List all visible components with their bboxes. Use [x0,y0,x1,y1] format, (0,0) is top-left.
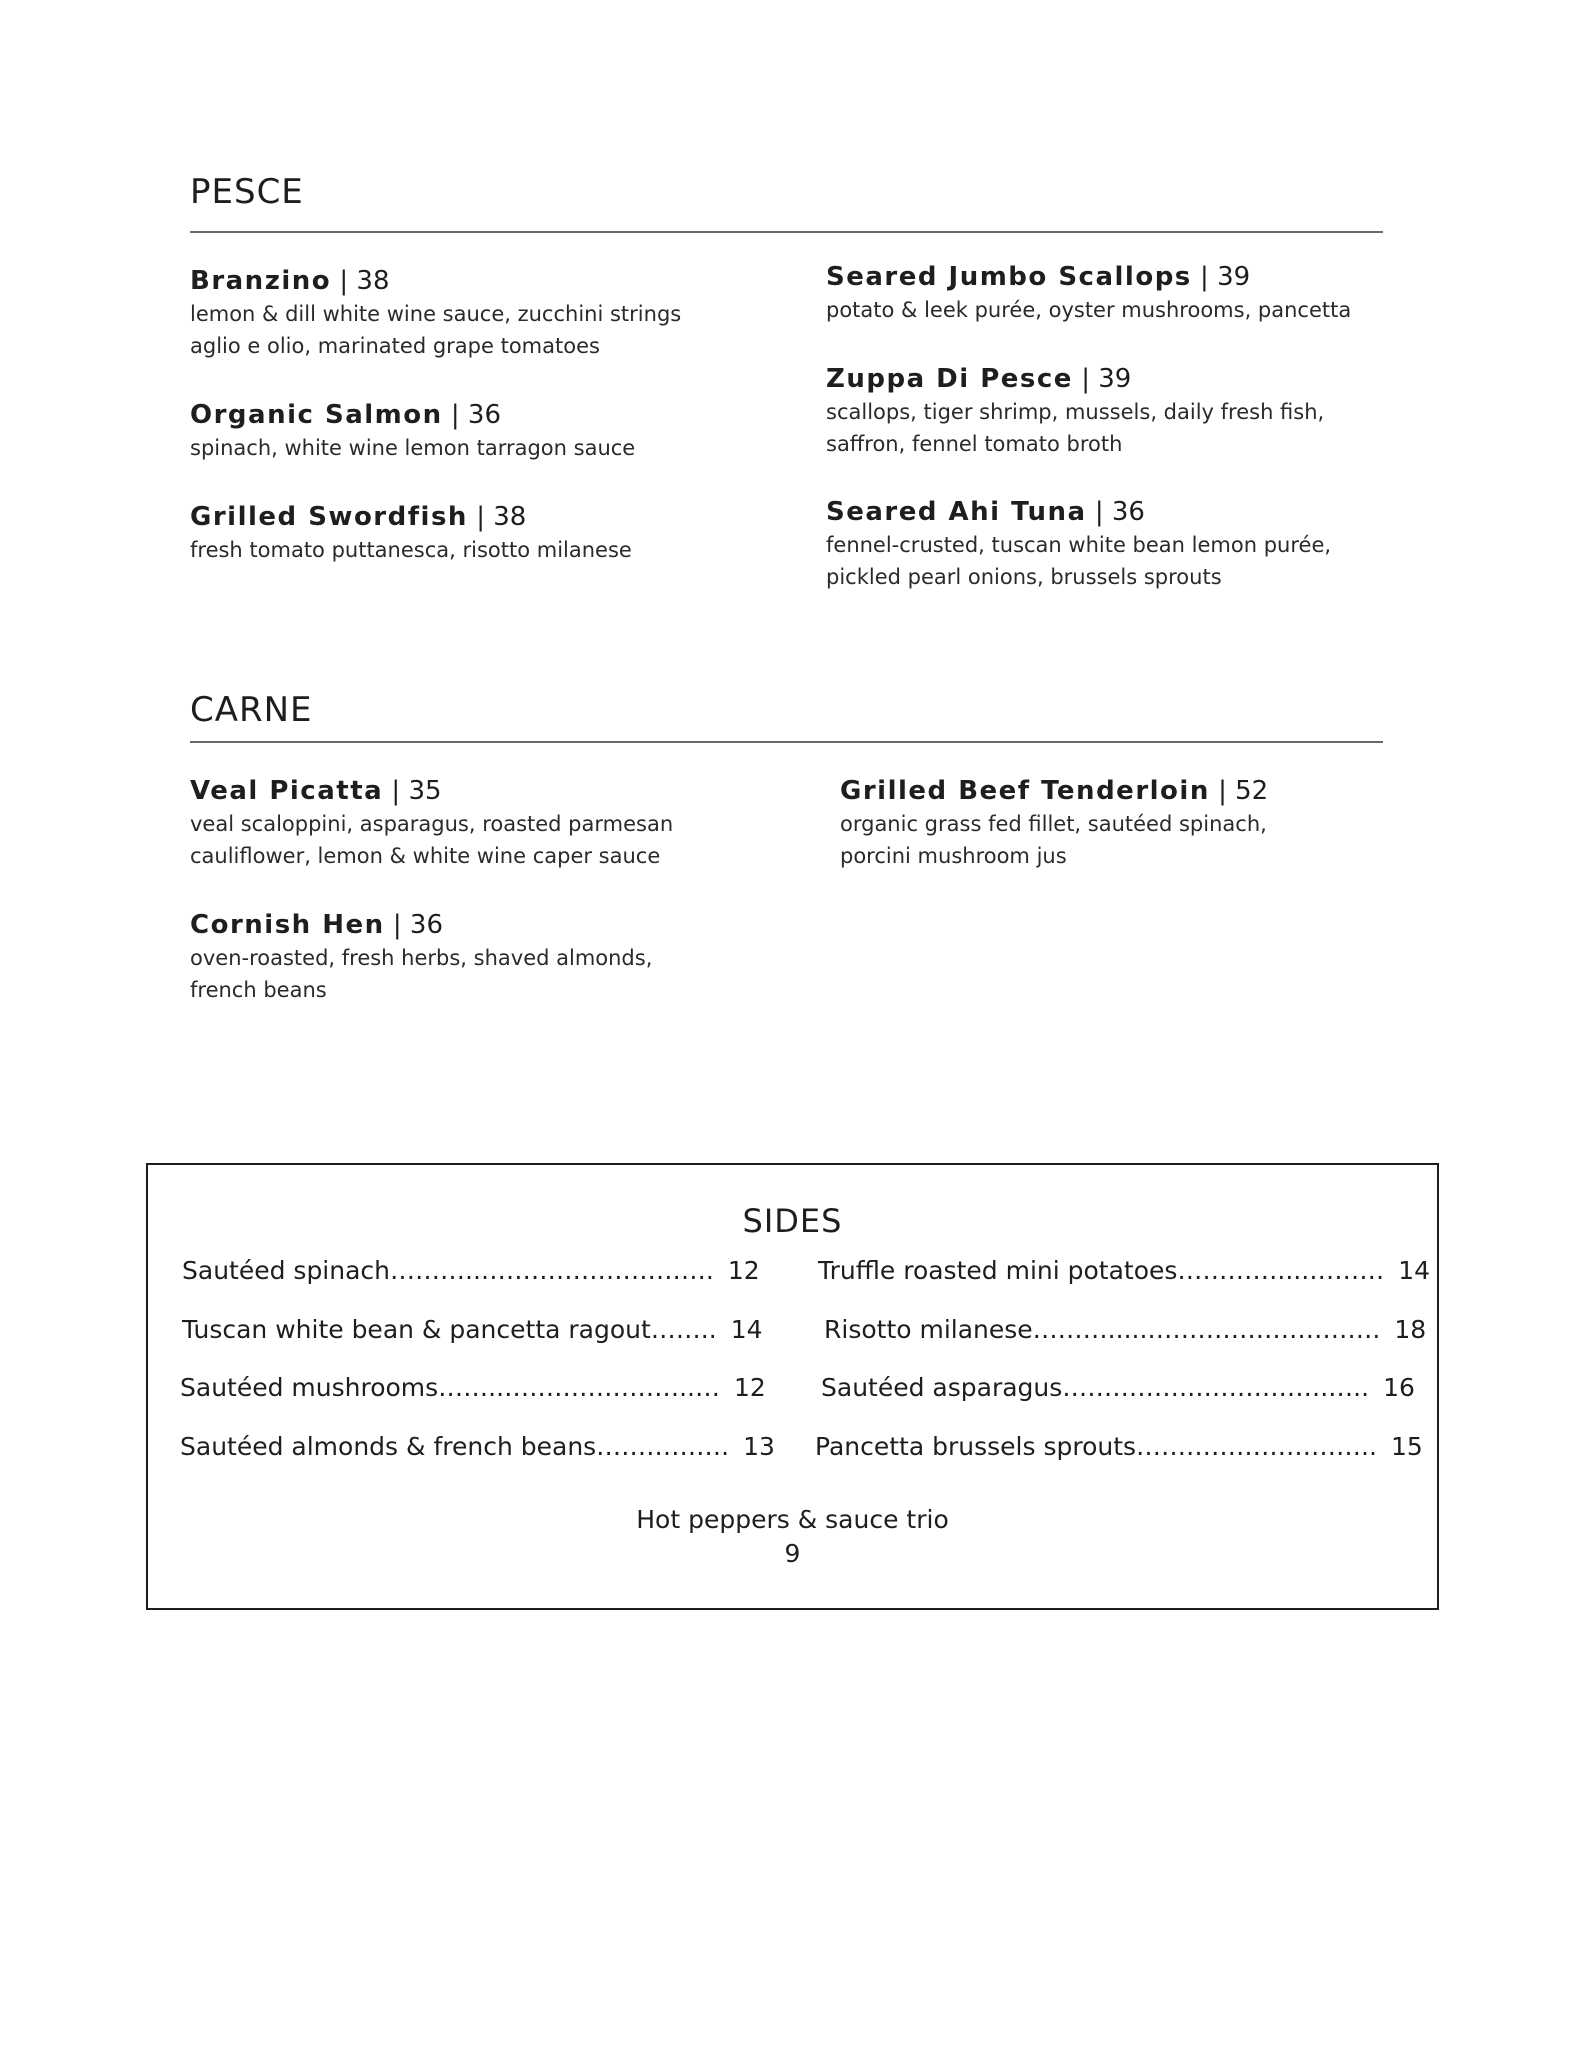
dish-branzino [190,264,750,362]
dish-price: | 38 [331,266,390,296]
dish-price: | 39 [1072,364,1132,394]
side-item-label: Sautéed asparagus…………….…………….….. [821,1373,1370,1402]
sides-title: SIDES [742,1202,843,1240]
side-item-label: Risotto milanese……….....………………………. [824,1315,1381,1344]
dish-price: | 35 [383,776,442,806]
side-item-risotto-milanese [824,1314,1427,1346]
side-item-price: 15 [1390,1432,1423,1461]
side-item-price: 12 [727,1256,760,1285]
dish-description: fresh tomato puttanesca, risotto milanese [190,538,632,562]
side-item-label: Sautéed spinach………..………………………. [182,1256,714,1285]
side-item-sauteed-almonds [180,1431,775,1463]
dish-name: Branzino [190,266,332,296]
side-item-sauteed-asparagus [821,1372,1415,1404]
side-item-label: Pancetta brussels sprouts……………………….. [815,1432,1377,1461]
dish-description: oven-roasted, fresh herbs, shaved almonds, french beans [190,946,653,1002]
dish-description: fennel-crusted, tuscan white bean lemon purée, pickled pearl onions, brussels sprouts [826,533,1332,589]
dish-seared-jumbo-scallops [826,260,1386,326]
dish-grilled-swordfish [190,500,750,566]
side-item-label: Sautéed mushrooms……..…………………..… [180,1373,720,1402]
dish-price: | 36 [384,910,444,940]
dish-cornish-hen [190,908,750,1006]
side-item-price: 13 [743,1432,775,1461]
dish-grilled-beef-tenderloin [840,774,1400,872]
dish-name: Grilled Beef Tenderloin [840,776,1210,806]
side-extra-label: Hot peppers & sauce trio [636,1505,949,1534]
dish-name: Zuppa Di Pesce [826,364,1073,394]
carne-divider [190,741,1383,743]
side-item-label: Sautéed almonds & french beans……………. [180,1432,730,1461]
side-item-price: 16 [1383,1373,1415,1402]
dish-description: lemon & dill white wine sauce, zucchini strings aglio e olio, marinated grape tomatoes [190,302,682,358]
side-item-truffle-potatoes [818,1255,1431,1287]
dish-price: | 39 [1191,262,1251,292]
dish-price: | 38 [467,502,527,532]
dish-name: Grilled Swordfish [190,502,468,532]
side-item-label: Truffle roasted mini potatoes…………....……… [818,1256,1385,1285]
dish-name: Seared Ahi Tuna [826,497,1087,527]
side-item-price: 14 [730,1315,763,1344]
side-item-label: Tuscan white bean & pancetta ragout…….. [182,1315,717,1344]
dish-name: Seared Jumbo Scallops [826,262,1192,292]
dish-description: veal scaloppini, asparagus, roasted parmesan cauliflower, lemon & white wine caper sauce [190,812,674,868]
dish-description: potato & leek purée, oyster mushrooms, pancetta [826,298,1352,322]
pesce-divider [190,231,1383,233]
side-item-price: 14 [1398,1256,1431,1285]
dish-description: scallops, tiger shrimp, mussels, daily fresh fish, saffron, fennel tomato broth [826,400,1325,456]
side-item-pancetta-brussels-sprouts [815,1431,1423,1463]
side-item-price: 18 [1394,1315,1427,1344]
sides-box [146,1163,1439,1610]
dish-description: organic grass fed fillet, sautéed spinach, porcini mushroom jus [840,812,1267,868]
dish-price: | 36 [1086,497,1145,527]
dish-name: Cornish Hen [190,910,385,940]
side-item-sauteed-mushrooms [180,1372,766,1404]
side-item-tuscan-white-bean [182,1314,763,1346]
side-item-sauteed-spinach [182,1255,760,1287]
dish-seared-ahi-tuna [826,495,1386,593]
dish-name: Organic Salmon [190,400,443,430]
dish-price: | 36 [442,400,501,430]
dish-price: | 52 [1209,776,1269,806]
side-extra-price: 9 [784,1539,801,1568]
pesce-title: PESCE [190,172,304,212]
dish-description: spinach, white wine lemon tarragon sauce [190,436,636,460]
carne-title: CARNE [190,690,313,730]
dish-veal-picatta [190,774,750,872]
side-item-price: 12 [733,1373,766,1402]
dish-name: Veal Picatta [190,776,384,806]
dish-organic-salmon [190,398,750,464]
dish-zuppa-di-pesce [826,362,1386,460]
